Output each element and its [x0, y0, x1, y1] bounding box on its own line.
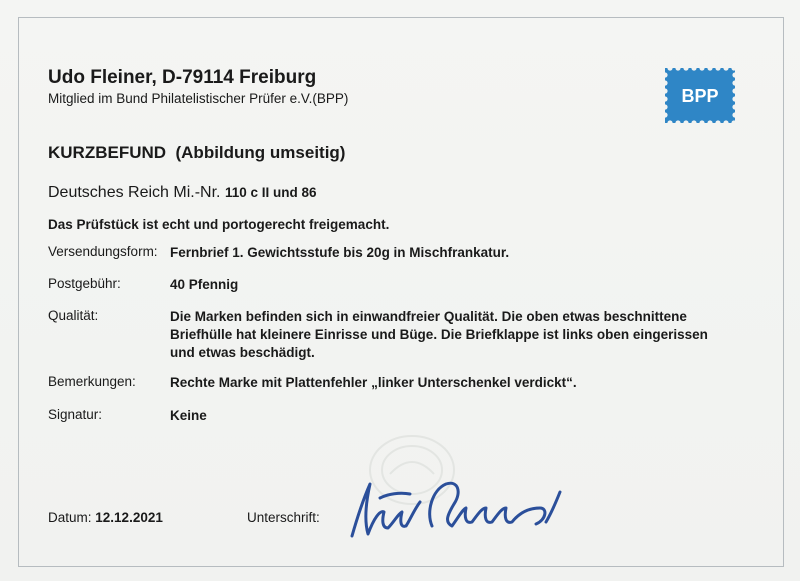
verdict-statement: Das Prüfstück ist echt und portogerecht freigemacht.	[48, 217, 390, 232]
item-number: 110 c II und 86	[224, 185, 317, 200]
handwritten-signature	[340, 462, 580, 552]
qualitaet-line: Briefhülle hat kleinere Einrisse und Büge. Die Briefklappe ist links oben eingerissen	[170, 327, 708, 342]
qualitaet-row	[48, 308, 166, 323]
porto-label: Postgebühr:	[48, 276, 121, 291]
issuer-name-text: Udo Fleiner	[48, 67, 152, 88]
signatur-row	[48, 407, 166, 422]
issuer-location: , D-79114 Freiburg	[151, 67, 317, 88]
date-value: 12.12.2021	[95, 510, 163, 525]
bemerkungen-row	[48, 374, 166, 389]
qualitaet-line: Die Marken befinden sich in einwandfreier Qualität. Die oben etwas beschnittene	[170, 309, 687, 324]
bemerkungen-label: Bemerkungen:	[48, 374, 136, 389]
bemerkungen-value: Rechte Marke mit Plattenfehler „linker Unterschenkel verdickt“.	[170, 375, 577, 390]
porto-value: 40 Pfennig	[170, 277, 239, 292]
item-line	[48, 184, 317, 202]
issuer-name	[48, 67, 316, 89]
versand-label: Versendungsform:	[48, 244, 158, 259]
versand-value: Fernbrief 1. Gewichtsstufe bis 20g in Mischfrankatur.	[170, 245, 510, 260]
qualitaet-value	[170, 308, 708, 362]
porto-row	[48, 276, 166, 291]
bpp-stamp-logo	[665, 68, 735, 123]
qualitaet-line: und etwas beschädigt.	[170, 345, 315, 360]
versand-row	[48, 244, 166, 259]
item-prefix: Deutsches Reich Mi.-Nr.	[48, 184, 221, 201]
signature-label: Unterschrift:	[247, 510, 320, 525]
issuer-membership: Mitglied im Bund Philatelistischer Prüfer e.V.(BPP)	[48, 91, 349, 106]
signatur-label: Signatur:	[48, 407, 103, 422]
signatur-value: Keine	[170, 408, 207, 423]
qualitaet-label: Qualität:	[48, 308, 99, 323]
date-label: Datum:	[48, 510, 92, 525]
bpp-logo-text: BPP	[681, 86, 719, 106]
document-title: KURZBEFUND (Abbildung umseitig)	[48, 143, 346, 162]
date-field	[48, 510, 163, 525]
